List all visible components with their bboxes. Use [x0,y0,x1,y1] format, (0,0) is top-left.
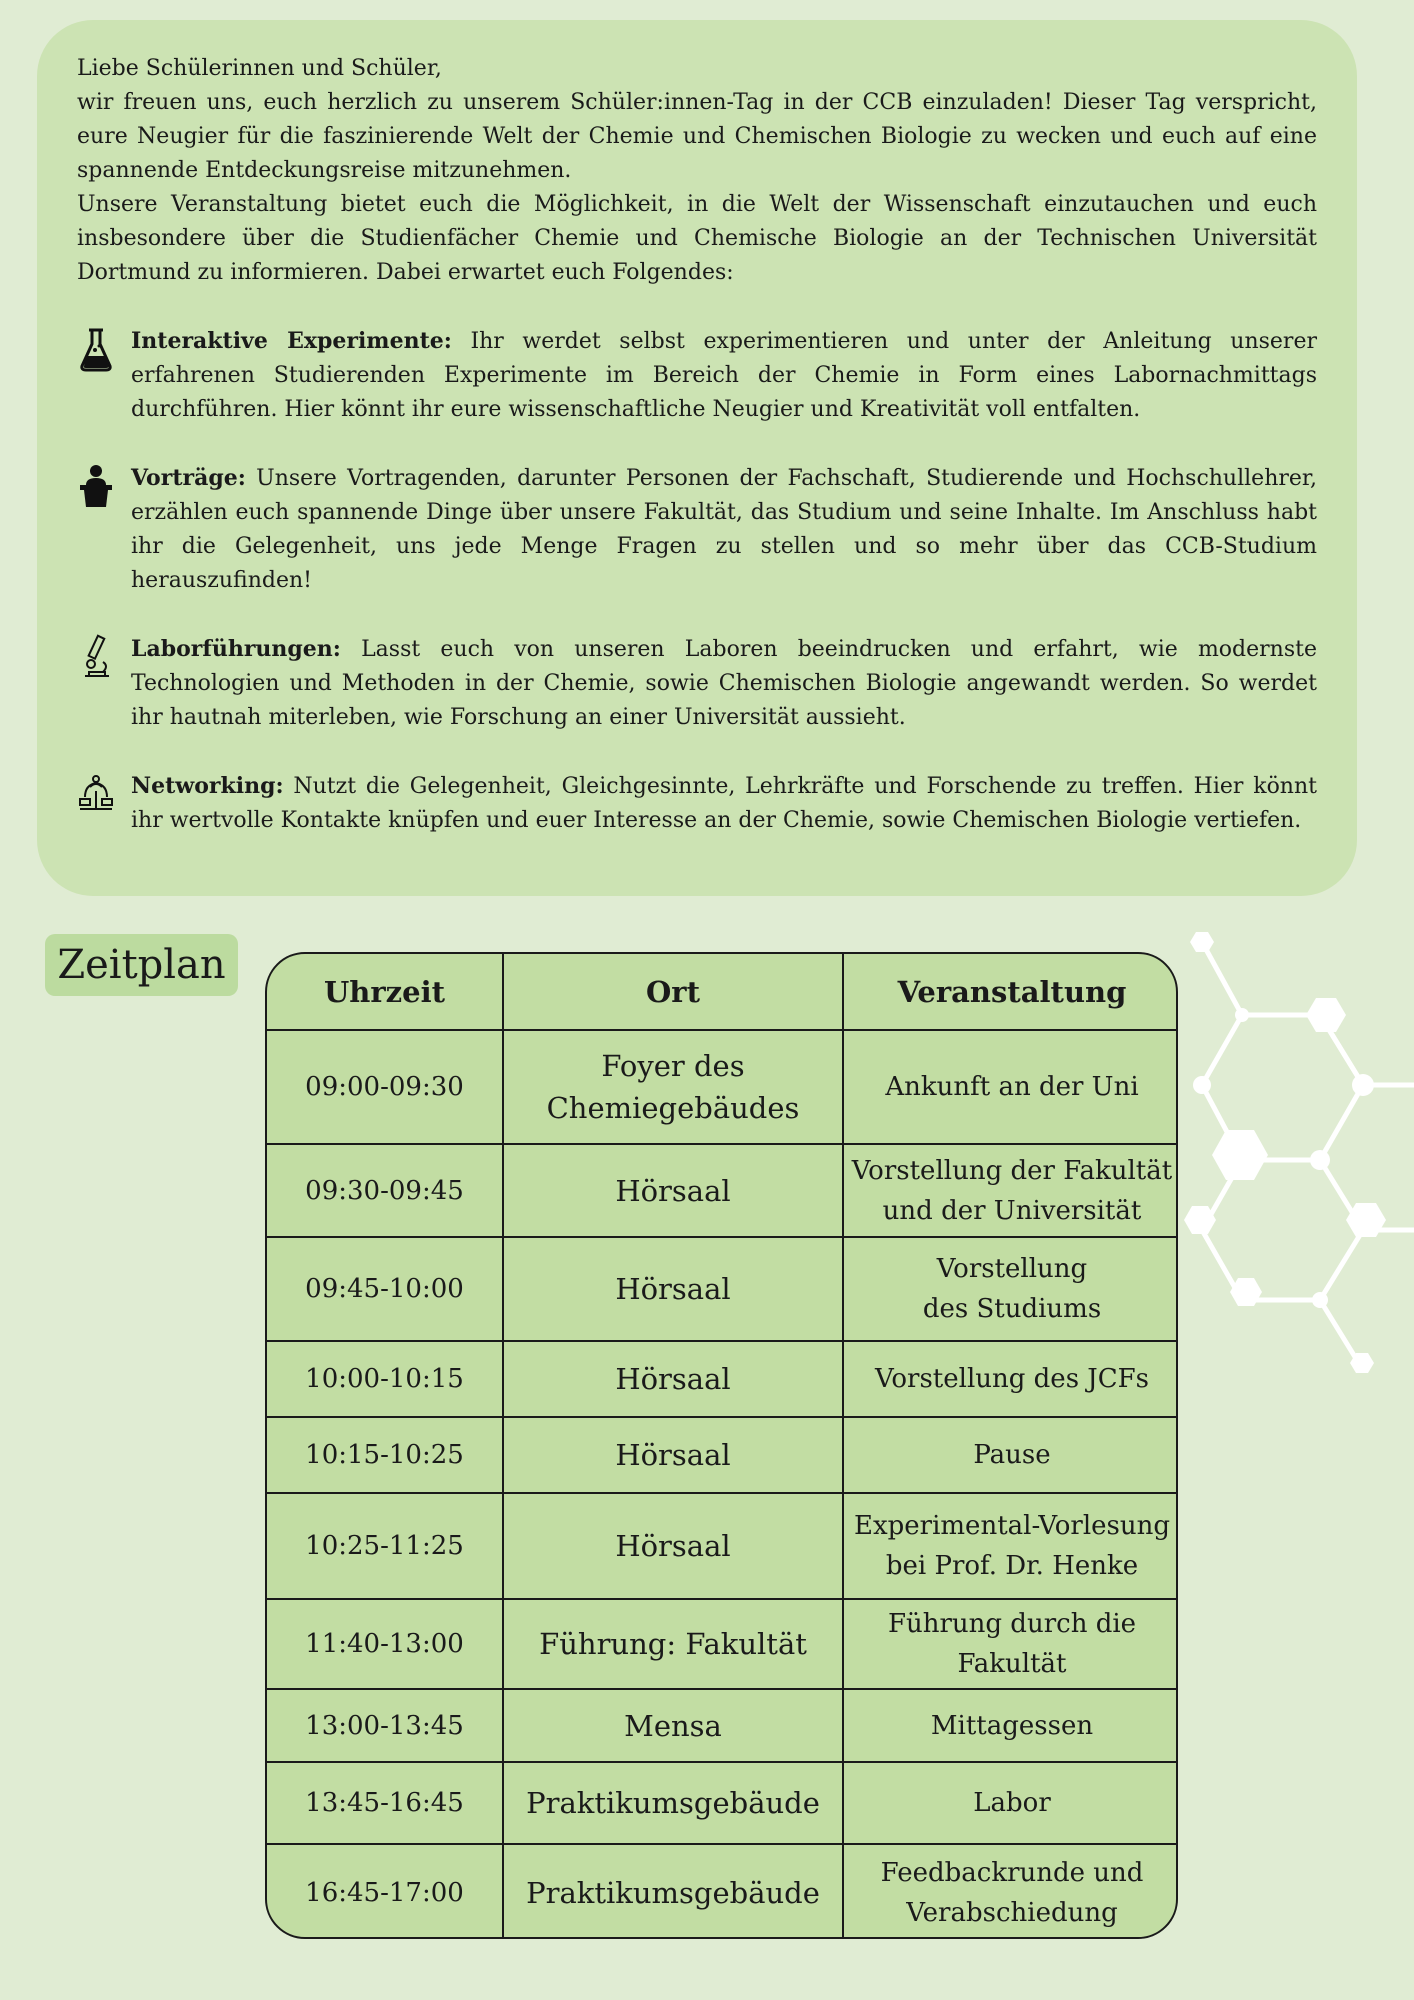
feature-title: Vorträge: [131,465,246,491]
header-uhrzeit: Uhrzeit [324,974,445,1009]
place-cell: Hörsaal [502,1494,842,1598]
event-cell: Ankunft an der Uni [842,1031,1178,1143]
feature-title: Networking: [131,773,284,799]
table-row [267,1600,1176,1690]
place-cell: Praktikumsgebäude [502,1763,842,1843]
time-cell: 09:00-09:30 [305,1072,464,1102]
place-cell: Praktikumsgebäude [502,1845,842,1939]
event-cell: Experimental-Vorlesung bei Prof. Dr. Henke [842,1494,1178,1598]
intro-paragraph-2: Unsere Veranstaltung bietet euch die Möglichkeit, in die Welt der Wissenschaft einzutauchen und euch insbesondere über die Studienfächer Chemie und Chemische Biologie an der Technischen Universität Dortmund zu informieren. Dabei erwartet euch Folgendes: [77,192,1317,285]
time-cell: 09:30-09:45 [305,1175,464,1206]
event-cell: Vorstellung des Studiums [842,1238,1178,1340]
time-cell: 10:15-10:25 [305,1440,464,1470]
event-cell: Vorstellung der Fakultät und der Universität [842,1145,1178,1236]
intro-paragraph-1: wir freuen uns, euch herzlich zu unserem Schüler:innen-Tag in der CCB einzuladen! Dieser Tag verspricht, eure Neugier für die faszinierende Welt der Chemie und Chemischen Biologie zu wecken und euch auf eine spannende Entdeckungsreise mitzunehmen. [77,90,1317,183]
event-cell: Führung durch die Fakultät [842,1600,1178,1688]
table-row [267,1031,1176,1145]
feature-text: Unsere Vortragenden, darunter Personen der Fachschaft, Studierende und Hochschullehrer, erzählen euch spannende Dinge über unsere Fakultät, das Studium und seine Inhalte. Im Anschluss habt ihr die Gelegenheit, uns jede Menge Fragen zu stellen und so mehr über das CCB-Studium herauszufinden! [131,466,1317,593]
feature-experimente [77,324,1317,427]
feature-text: Ihr werdet selbst experimentieren und unter der Anleitung unserer erfahrenen Studierenden Experimente im Bereich der Chemie in Form eines Labornachmittags durchführen. Hier könnt ihr eure wissenschaftliche Neugier und Kreativität voll entfalten. [131,329,1317,422]
zeitplan-heading: Zeitplan [45,934,238,996]
time-cell: 10:00-10:15 [305,1364,464,1394]
event-cell: Feedbackrunde und Verabschiedung [842,1845,1178,1939]
feature-title: Interaktive Experimente: [131,328,452,354]
place-cell: Hörsaal [502,1342,842,1416]
flask-icon [77,324,115,374]
feature-laborfuehrungen [77,632,1317,735]
event-cell: Pause [842,1418,1178,1492]
event-cell: Mittagessen [842,1690,1178,1761]
table-row [267,1845,1176,1939]
place-cell: Hörsaal [502,1238,842,1340]
time-cell: 10:25-11:25 [305,1531,464,1561]
feature-text: Lasst euch von unseren Laboren beeindrucken und erfahrt, wie modernste Technologien und Methoden in der Chemie, sowie Chemischen Biologie angewandt werden. So werdet ihr hautnah miterleben, wie Forschung an einer Universität aussieht. [131,637,1317,730]
schedule-table [265,952,1178,1939]
place-cell: Hörsaal [502,1145,842,1236]
header-ort: Ort [502,954,842,1029]
molecule-decoration [1180,930,1414,1390]
feature-title: Laborführungen: [131,636,341,662]
table-header-row [267,954,1176,1031]
time-cell: 13:45-16:45 [305,1788,464,1818]
feature-vortraege [77,461,1317,598]
table-row [267,1418,1176,1494]
place-cell: Führung: Fakultät [502,1600,842,1688]
speaker-podium-icon [77,461,115,511]
feature-networking [77,769,1317,838]
time-cell: 13:00-13:45 [305,1710,464,1741]
place-cell: Hörsaal [502,1418,842,1492]
table-row [267,1690,1176,1763]
table-row [267,1494,1176,1600]
time-cell: 11:40-13:00 [305,1629,464,1659]
feature-text: Nutzt die Gelegenheit, Gleichgesinnte, Lehrkräfte und Forschende zu treffen. Hier könnt ihr wertvolle Kontakte knüpfen und euer Interesse an der Chemie, sowie Chemischen Biologie vertiefen. [131,774,1317,833]
greeting: Liebe Schülerinnen und Schüler, [77,56,442,81]
event-cell: Vorstellung des JCFs [842,1342,1178,1416]
intro-card [37,20,1357,896]
place-cell: Mensa [502,1690,842,1761]
table-row [267,1145,1176,1238]
place-cell: Foyer des Chemiegebäudes [502,1031,842,1143]
table-row [267,1342,1176,1418]
event-cell: Labor [842,1763,1178,1843]
time-cell: 09:45-10:00 [305,1274,464,1304]
table-row [267,1763,1176,1845]
table-row [267,1238,1176,1342]
microscope-icon [77,632,115,682]
network-icon [77,769,115,819]
header-veranstaltung: Veranstaltung [842,954,1178,1029]
time-cell: 16:45-17:00 [305,1878,464,1908]
